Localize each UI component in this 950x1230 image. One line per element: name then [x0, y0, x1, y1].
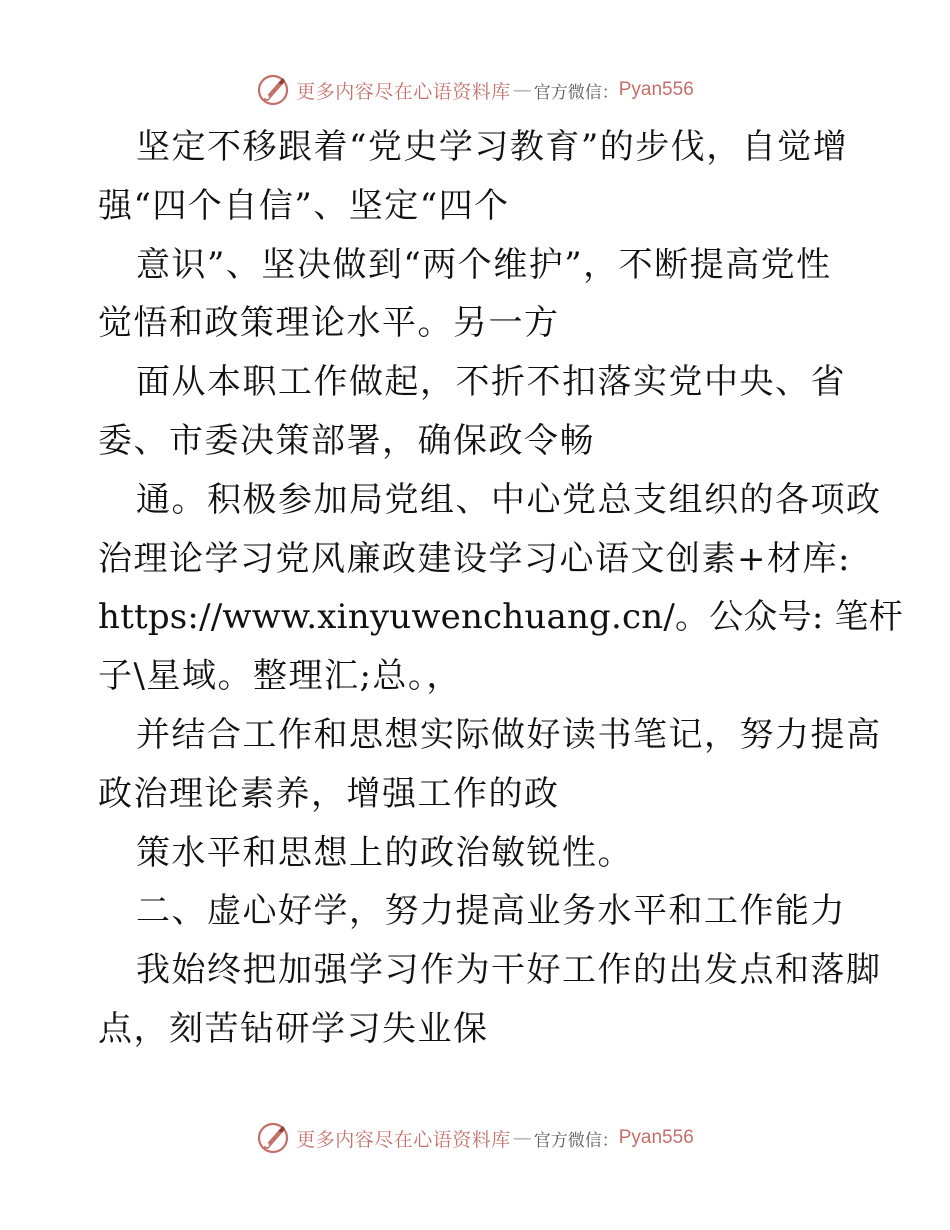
- text-line: 意识”、坚决做到“两个维护”，不断提高党性: [136, 244, 832, 285]
- pen-logo-icon: [256, 1121, 290, 1155]
- text-line: 坚定不移跟着“党史学习教育”的步伐，自觉增: [136, 127, 849, 167]
- text-line: 并结合工作和思想实际做好读书笔记，努力提高: [136, 714, 882, 755]
- text-line: 觉悟和政策理论水平。另一方: [98, 303, 560, 344]
- text-line: 面从本职工作做起，不折不扣落实党中央、省: [136, 362, 846, 403]
- watermark-wechat-label: 官方微信：: [533, 1130, 619, 1151]
- text-line: 政治理论素养，增强工作的政: [98, 773, 560, 814]
- footer-watermark: [0, 1118, 950, 1158]
- pen-logo-icon: [256, 73, 290, 107]
- watermark-separator: —: [512, 79, 532, 101]
- text-line: 点，刻苦钻研学习失业保: [98, 1008, 489, 1049]
- text-line: 子\星域。整理汇;总。，: [98, 656, 462, 697]
- document-body: [98, 118, 903, 1059]
- watermark-text: 更多内容尽在心语资料库: [296, 1128, 511, 1151]
- text-line: 我始终把加强学习作为干好工作的出发点和落脚: [136, 950, 882, 991]
- text-line: 强“四个自信”、坚定“四个: [98, 185, 510, 226]
- section-heading: 二、虚心好学，努力提高业务水平和工作能力: [136, 891, 846, 932]
- watermark-wechat-label: 官方微信：: [533, 82, 619, 103]
- text-line: 通。积极参加局党组、中心党总支组织的各项政: [136, 479, 882, 520]
- text-line: 治理论学习党风廉政建设学习心语文创素+材库:: [98, 538, 851, 579]
- text-line: https://www.xinyuwenchuang.cn/。公众号: 笔杆: [98, 597, 903, 638]
- watermark-wechat-id: Pyan556: [618, 1127, 694, 1148]
- header-watermark: [0, 70, 950, 110]
- watermark-wechat-id: Pyan556: [618, 79, 694, 100]
- watermark-text: 更多内容尽在心语资料库: [296, 80, 511, 103]
- text-line: 委、市委决策部署，确保政令畅: [98, 420, 595, 461]
- watermark-separator: —: [512, 1127, 532, 1149]
- text-line: 策水平和思想上的政治敏锐性。: [136, 832, 633, 873]
